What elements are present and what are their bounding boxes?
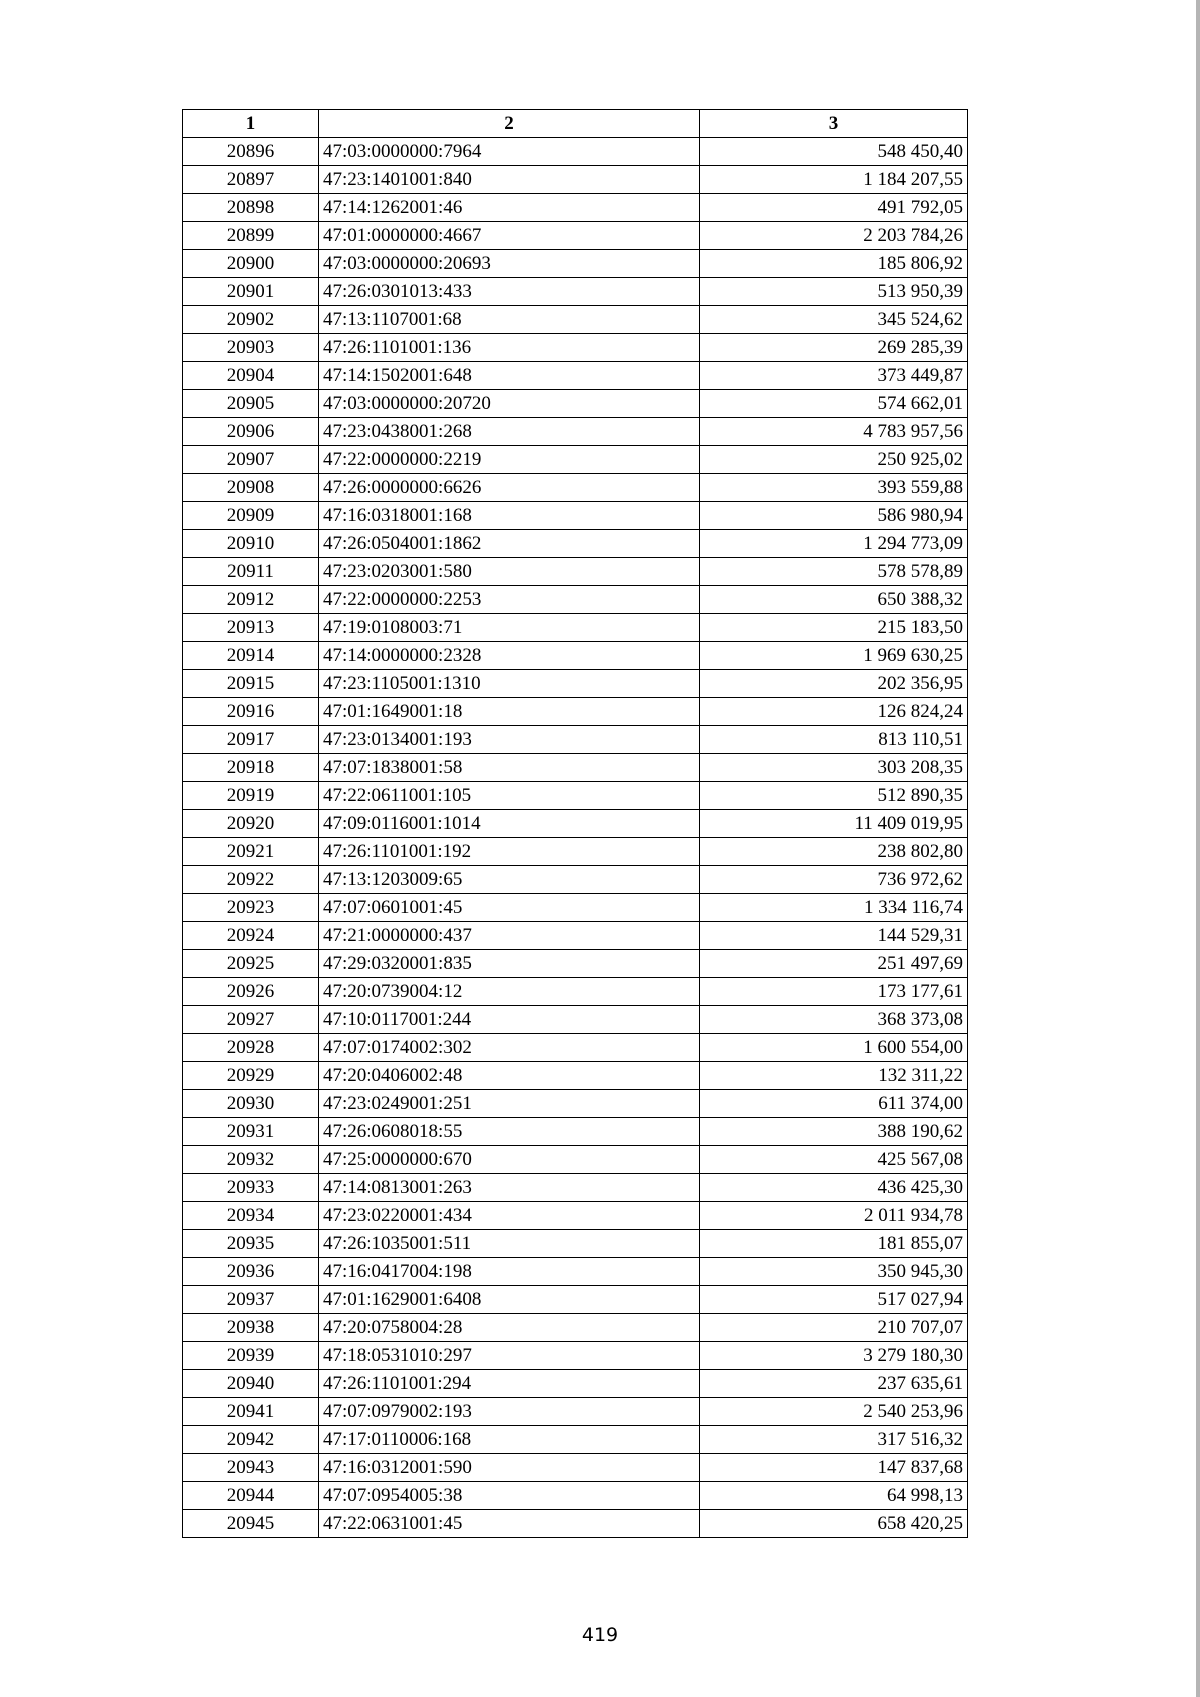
value-cell: 181 855,07 xyxy=(700,1230,968,1258)
cadastral-number-cell: 47:26:0504001:1862 xyxy=(319,530,700,558)
table-row xyxy=(183,334,968,362)
row-number-cell: 20919 xyxy=(183,782,319,810)
value-cell: 512 890,35 xyxy=(700,782,968,810)
column-header-3: 3 xyxy=(700,110,968,138)
table-row xyxy=(183,1342,968,1370)
row-number-cell: 20924 xyxy=(183,922,319,950)
row-number-cell: 20927 xyxy=(183,1006,319,1034)
table-row xyxy=(183,642,968,670)
table-row xyxy=(183,1286,968,1314)
value-cell: 3 279 180,30 xyxy=(700,1342,968,1370)
table-row xyxy=(183,502,968,530)
row-number-cell: 20913 xyxy=(183,614,319,642)
value-cell: 11 409 019,95 xyxy=(700,810,968,838)
cadastral-number-cell: 47:16:0312001:590 xyxy=(319,1454,700,1482)
cadastral-number-cell: 47:26:0301013:433 xyxy=(319,278,700,306)
cadastral-number-cell: 47:25:0000000:670 xyxy=(319,1146,700,1174)
value-cell: 215 183,50 xyxy=(700,614,968,642)
table-row xyxy=(183,670,968,698)
value-cell: 250 925,02 xyxy=(700,446,968,474)
cadastral-number-cell: 47:23:0220001:434 xyxy=(319,1202,700,1230)
row-number-cell: 20905 xyxy=(183,390,319,418)
row-number-cell: 20941 xyxy=(183,1398,319,1426)
row-number-cell: 20900 xyxy=(183,250,319,278)
value-cell: 517 027,94 xyxy=(700,1286,968,1314)
cadastral-number-cell: 47:20:0758004:28 xyxy=(319,1314,700,1342)
table-row xyxy=(183,1202,968,1230)
value-cell: 393 559,88 xyxy=(700,474,968,502)
cadastral-number-cell: 47:23:0203001:580 xyxy=(319,558,700,586)
table-row xyxy=(183,1454,968,1482)
table-row xyxy=(183,1258,968,1286)
row-number-cell: 20926 xyxy=(183,978,319,1006)
table-row xyxy=(183,1482,968,1510)
cadastral-number-cell: 47:26:1101001:192 xyxy=(319,838,700,866)
value-cell: 1 184 207,55 xyxy=(700,166,968,194)
cadastral-number-cell: 47:23:0134001:193 xyxy=(319,726,700,754)
table-row xyxy=(183,1398,968,1426)
value-cell: 388 190,62 xyxy=(700,1118,968,1146)
table-row xyxy=(183,530,968,558)
row-number-cell: 20923 xyxy=(183,894,319,922)
table-row xyxy=(183,782,968,810)
table-row xyxy=(183,1370,968,1398)
cadastral-number-cell: 47:16:0318001:168 xyxy=(319,502,700,530)
row-number-cell: 20902 xyxy=(183,306,319,334)
table-row xyxy=(183,1314,968,1342)
table-row xyxy=(183,726,968,754)
row-number-cell: 20897 xyxy=(183,166,319,194)
table-row xyxy=(183,922,968,950)
cadastral-number-cell: 47:20:0406002:48 xyxy=(319,1062,700,1090)
cadastral-number-cell: 47:22:0000000:2219 xyxy=(319,446,700,474)
row-number-cell: 20914 xyxy=(183,642,319,670)
row-number-cell: 20938 xyxy=(183,1314,319,1342)
row-number-cell: 20896 xyxy=(183,138,319,166)
table-row xyxy=(183,754,968,782)
value-cell: 1 334 116,74 xyxy=(700,894,968,922)
value-cell: 173 177,61 xyxy=(700,978,968,1006)
value-cell: 185 806,92 xyxy=(700,250,968,278)
row-number-cell: 20903 xyxy=(183,334,319,362)
table-row xyxy=(183,1062,968,1090)
value-cell: 4 783 957,56 xyxy=(700,418,968,446)
value-cell: 611 374,00 xyxy=(700,1090,968,1118)
cadastral-number-cell: 47:23:0438001:268 xyxy=(319,418,700,446)
value-cell: 251 497,69 xyxy=(700,950,968,978)
value-cell: 210 707,07 xyxy=(700,1314,968,1342)
value-cell: 368 373,08 xyxy=(700,1006,968,1034)
cadastral-number-cell: 47:03:0000000:20720 xyxy=(319,390,700,418)
row-number-cell: 20917 xyxy=(183,726,319,754)
table-row xyxy=(183,1034,968,1062)
table-row xyxy=(183,390,968,418)
value-cell: 317 516,32 xyxy=(700,1426,968,1454)
value-cell: 202 356,95 xyxy=(700,670,968,698)
value-cell: 813 110,51 xyxy=(700,726,968,754)
value-cell: 237 635,61 xyxy=(700,1370,968,1398)
value-cell: 736 972,62 xyxy=(700,866,968,894)
cadastral-number-cell: 47:21:0000000:437 xyxy=(319,922,700,950)
row-number-cell: 20945 xyxy=(183,1510,319,1538)
value-cell: 436 425,30 xyxy=(700,1174,968,1202)
row-number-cell: 20912 xyxy=(183,586,319,614)
table-row xyxy=(183,1230,968,1258)
value-cell: 425 567,08 xyxy=(700,1146,968,1174)
table-row xyxy=(183,194,968,222)
row-number-cell: 20944 xyxy=(183,1482,319,1510)
value-cell: 126 824,24 xyxy=(700,698,968,726)
cadastral-number-cell: 47:26:1035001:511 xyxy=(319,1230,700,1258)
value-cell: 548 450,40 xyxy=(700,138,968,166)
value-cell: 650 388,32 xyxy=(700,586,968,614)
cadastral-number-cell: 47:10:0117001:244 xyxy=(319,1006,700,1034)
row-number-cell: 20915 xyxy=(183,670,319,698)
row-number-cell: 20911 xyxy=(183,558,319,586)
row-number-cell: 20936 xyxy=(183,1258,319,1286)
value-cell: 269 285,39 xyxy=(700,334,968,362)
row-number-cell: 20898 xyxy=(183,194,319,222)
table-row xyxy=(183,474,968,502)
table-row xyxy=(183,418,968,446)
value-cell: 513 950,39 xyxy=(700,278,968,306)
cadastral-number-cell: 47:07:0174002:302 xyxy=(319,1034,700,1062)
cadastral-number-cell: 47:07:0954005:38 xyxy=(319,1482,700,1510)
table-row xyxy=(183,138,968,166)
cadastral-number-cell: 47:17:0110006:168 xyxy=(319,1426,700,1454)
table-row xyxy=(183,1510,968,1538)
cadastral-number-cell: 47:03:0000000:20693 xyxy=(319,250,700,278)
cadastral-number-cell: 47:26:1101001:294 xyxy=(319,1370,700,1398)
row-number-cell: 20940 xyxy=(183,1370,319,1398)
value-cell: 574 662,01 xyxy=(700,390,968,418)
row-number-cell: 20937 xyxy=(183,1286,319,1314)
cadastral-number-cell: 47:26:0000000:6626 xyxy=(319,474,700,502)
table-row xyxy=(183,446,968,474)
value-cell: 64 998,13 xyxy=(700,1482,968,1510)
table-row xyxy=(183,614,968,642)
table-row xyxy=(183,810,968,838)
value-cell: 578 578,89 xyxy=(700,558,968,586)
table-row xyxy=(183,1090,968,1118)
row-number-cell: 20935 xyxy=(183,1230,319,1258)
value-cell: 238 802,80 xyxy=(700,838,968,866)
table-row xyxy=(183,278,968,306)
row-number-cell: 20906 xyxy=(183,418,319,446)
row-number-cell: 20931 xyxy=(183,1118,319,1146)
cadastral-number-cell: 47:22:0631001:45 xyxy=(319,1510,700,1538)
cadastral-number-cell: 47:01:1649001:18 xyxy=(319,698,700,726)
row-number-cell: 20933 xyxy=(183,1174,319,1202)
cadastral-number-cell: 47:14:0000000:2328 xyxy=(319,642,700,670)
row-number-cell: 20939 xyxy=(183,1342,319,1370)
column-header-1: 1 xyxy=(183,110,319,138)
cadastral-number-cell: 47:16:0417004:198 xyxy=(319,1258,700,1286)
row-number-cell: 20899 xyxy=(183,222,319,250)
row-number-cell: 20901 xyxy=(183,278,319,306)
value-cell: 2 011 934,78 xyxy=(700,1202,968,1230)
value-cell: 1 600 554,00 xyxy=(700,1034,968,1062)
cadastral-number-cell: 47:14:1502001:648 xyxy=(319,362,700,390)
cadastral-number-cell: 47:13:1203009:65 xyxy=(319,866,700,894)
value-cell: 144 529,31 xyxy=(700,922,968,950)
row-number-cell: 20942 xyxy=(183,1426,319,1454)
row-number-cell: 20930 xyxy=(183,1090,319,1118)
cadastral-number-cell: 47:23:1105001:1310 xyxy=(319,670,700,698)
header-row xyxy=(183,110,968,138)
cadastral-number-cell: 47:14:1262001:46 xyxy=(319,194,700,222)
cadastral-number-cell: 47:19:0108003:71 xyxy=(319,614,700,642)
row-number-cell: 20929 xyxy=(183,1062,319,1090)
cadastral-number-cell: 47:01:0000000:4667 xyxy=(319,222,700,250)
value-cell: 147 837,68 xyxy=(700,1454,968,1482)
cadastral-number-cell: 47:26:0608018:55 xyxy=(319,1118,700,1146)
table-row xyxy=(183,1174,968,1202)
row-number-cell: 20916 xyxy=(183,698,319,726)
cadastral-number-cell: 47:20:0739004:12 xyxy=(319,978,700,1006)
cadastral-number-cell: 47:07:1838001:58 xyxy=(319,754,700,782)
cadastral-number-cell: 47:07:0601001:45 xyxy=(319,894,700,922)
cadastral-number-cell: 47:03:0000000:7964 xyxy=(319,138,700,166)
value-cell: 1 969 630,25 xyxy=(700,642,968,670)
value-cell: 1 294 773,09 xyxy=(700,530,968,558)
cadastral-number-cell: 47:13:1107001:68 xyxy=(319,306,700,334)
row-number-cell: 20908 xyxy=(183,474,319,502)
row-number-cell: 20918 xyxy=(183,754,319,782)
table-row xyxy=(183,698,968,726)
table-row xyxy=(183,1146,968,1174)
cadastral-number-cell: 47:22:0611001:105 xyxy=(319,782,700,810)
table-row xyxy=(183,950,968,978)
row-number-cell: 20921 xyxy=(183,838,319,866)
row-number-cell: 20943 xyxy=(183,1454,319,1482)
cadastral-number-cell: 47:09:0116001:1014 xyxy=(319,810,700,838)
row-number-cell: 20934 xyxy=(183,1202,319,1230)
table-row xyxy=(183,362,968,390)
cadastral-number-cell: 47:01:1629001:6408 xyxy=(319,1286,700,1314)
row-number-cell: 20920 xyxy=(183,810,319,838)
cadastral-number-cell: 47:14:0813001:263 xyxy=(319,1174,700,1202)
row-number-cell: 20904 xyxy=(183,362,319,390)
row-number-cell: 20907 xyxy=(183,446,319,474)
table-row xyxy=(183,894,968,922)
table-row xyxy=(183,250,968,278)
value-cell: 586 980,94 xyxy=(700,502,968,530)
value-cell: 345 524,62 xyxy=(700,306,968,334)
value-cell: 658 420,25 xyxy=(700,1510,968,1538)
table-row xyxy=(183,866,968,894)
value-cell: 2 540 253,96 xyxy=(700,1398,968,1426)
value-cell: 303 208,35 xyxy=(700,754,968,782)
cadastral-number-cell: 47:23:0249001:251 xyxy=(319,1090,700,1118)
row-number-cell: 20909 xyxy=(183,502,319,530)
value-cell: 373 449,87 xyxy=(700,362,968,390)
page-edge xyxy=(1196,0,1200,1697)
page-number: 419 xyxy=(581,1624,619,1646)
column-header-2: 2 xyxy=(319,110,700,138)
value-cell: 2 203 784,26 xyxy=(700,222,968,250)
cadastral-number-cell: 47:22:0000000:2253 xyxy=(319,586,700,614)
value-cell: 350 945,30 xyxy=(700,1258,968,1286)
table-row xyxy=(183,1118,968,1146)
table-row xyxy=(183,306,968,334)
cadastral-number-cell: 47:18:0531010:297 xyxy=(319,1342,700,1370)
table-row xyxy=(183,586,968,614)
row-number-cell: 20932 xyxy=(183,1146,319,1174)
cadastral-number-cell: 47:26:1101001:136 xyxy=(319,334,700,362)
table-row xyxy=(183,838,968,866)
cadastral-number-cell: 47:29:0320001:835 xyxy=(319,950,700,978)
table-row xyxy=(183,222,968,250)
table-header xyxy=(183,110,968,138)
value-cell: 132 311,22 xyxy=(700,1062,968,1090)
value-cell: 491 792,05 xyxy=(700,194,968,222)
row-number-cell: 20925 xyxy=(183,950,319,978)
cadastral-number-cell: 47:07:0979002:193 xyxy=(319,1398,700,1426)
table-row xyxy=(183,166,968,194)
table-row xyxy=(183,1426,968,1454)
table-body xyxy=(183,138,968,1538)
row-number-cell: 20910 xyxy=(183,530,319,558)
cadastral-value-table xyxy=(182,109,968,1538)
row-number-cell: 20922 xyxy=(183,866,319,894)
table-row xyxy=(183,978,968,1006)
table-row xyxy=(183,558,968,586)
cadastral-number-cell: 47:23:1401001:840 xyxy=(319,166,700,194)
table-row xyxy=(183,1006,968,1034)
row-number-cell: 20928 xyxy=(183,1034,319,1062)
